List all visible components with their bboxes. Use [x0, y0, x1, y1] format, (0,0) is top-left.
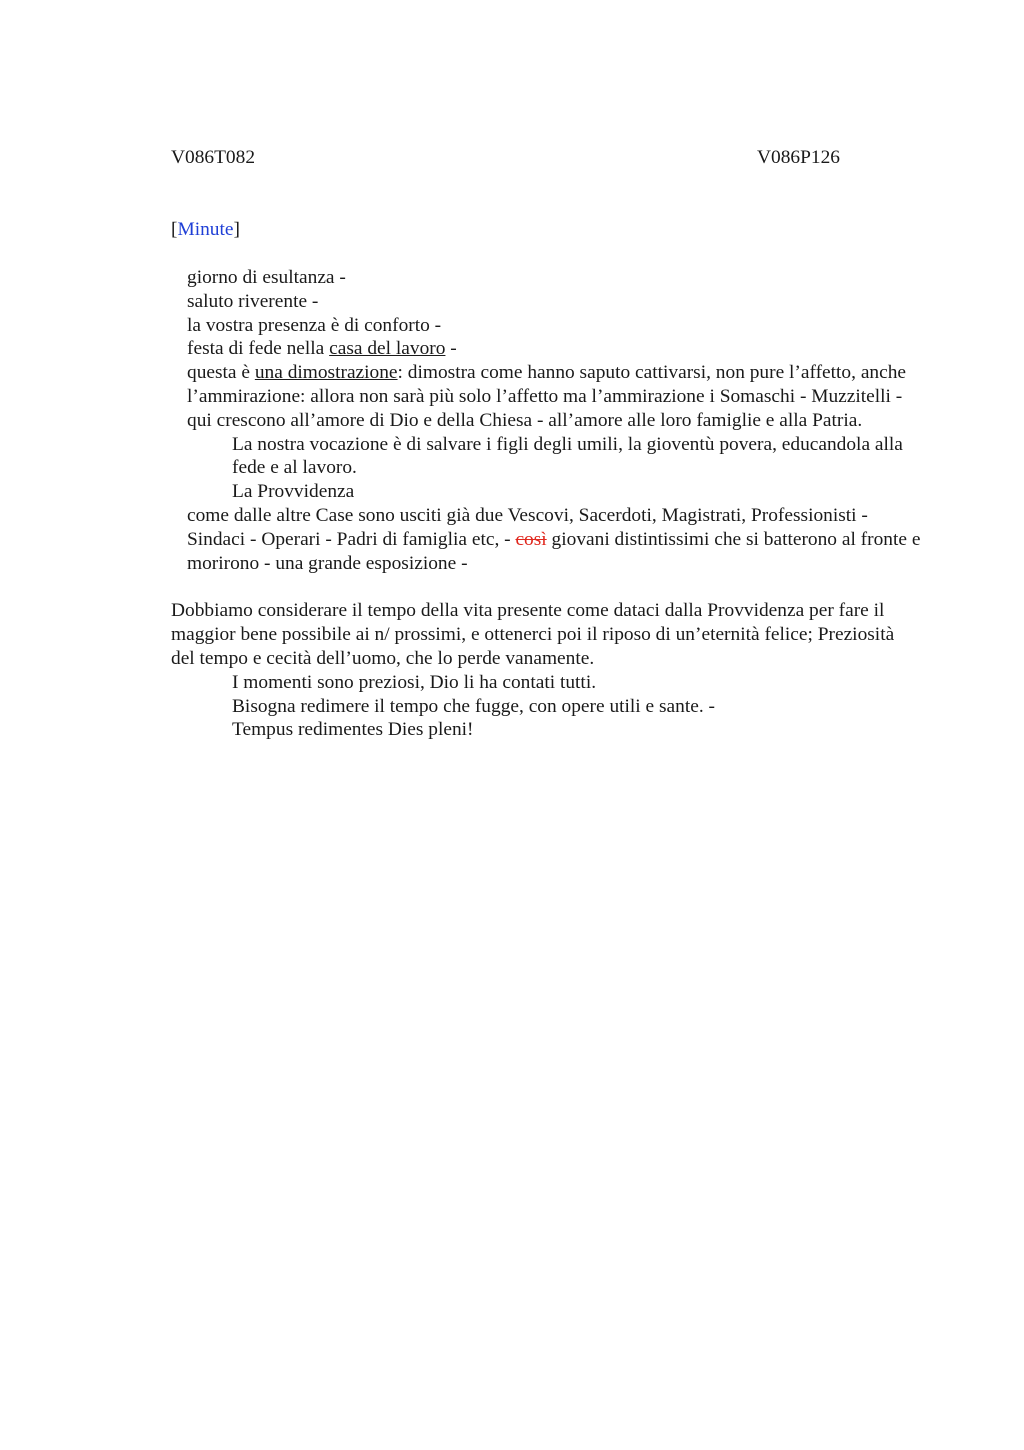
- line-festa-end: -: [445, 338, 457, 360]
- deleted-word-cosi: così: [515, 528, 547, 550]
- line-momenti: I momenti sono preziosi, Dio li ha contati tutti.: [232, 671, 597, 693]
- paragraph-dimostrazione-start: questa è: [187, 362, 255, 384]
- document-code-right: V086P126: [757, 147, 840, 168]
- close-bracket: ]: [233, 219, 240, 240]
- line-esultanza: giorno di esultanza -: [187, 267, 346, 288]
- paragraph-gap: [171, 575, 921, 599]
- line-provvidenza: La Provvidenza: [232, 481, 355, 503]
- paragraph-case-rest: giovani distintissimi che si batterono al fronte e morirono - una grande esposizione -: [187, 528, 921, 574]
- underlined-casa-del-lavoro: casa del lavoro: [329, 338, 446, 360]
- open-bracket: [: [171, 219, 178, 240]
- paragraph-tempo: Dobbiamo considerare il tempo della vita presente come dataci dalla Provvidenza per fare il maggior bene possibile ai n/ prossimi, e ottenerci poi il riposo di un’eternità felice; Preziosità del tempo e cecità dell’uomo, che lo perde vanamente.: [171, 600, 895, 669]
- line-presenza: la vostra presenza è di conforto -: [187, 314, 442, 336]
- paragraph-case-start: come dalle altre Case sono usciti già due Vescovi, Sacerdoti, Magistrati, Professionisti - Sindaci - Operari - Padri di famiglia etc, -: [187, 504, 868, 550]
- paragraph-case: [171, 504, 921, 575]
- section-label: [171, 218, 240, 242]
- line-festa-text: festa di fede nella: [187, 338, 330, 360]
- line-redimere: Bisogna redimere il tempo che fugge, con opere utili e sante. -: [232, 695, 715, 717]
- document-code-left: V086T082: [171, 147, 256, 168]
- line-saluto: saluto riverente -: [187, 290, 319, 312]
- paragraph-dimostrazione: [171, 361, 921, 432]
- document-body: [171, 266, 921, 742]
- line-festa: [171, 337, 921, 361]
- paragraph-dimostrazione-rest: : dimostra come hanno saputo cattivarsi, non pure l’affetto, anche l’ammirazione: allora non sarà più solo l’affetto ma l’ammirazione i Somaschi - Muzzitelli - qui crescono all’amore di Dio e della Chiesa - all’amore alle loro famiglie e alla Patria.: [187, 362, 907, 431]
- paragraph-vocazione: La nostra vocazione è di salvare i figli degli umili, la gioventù povera, educandola alla fede e al lavoro.: [232, 433, 903, 479]
- minute-label: Minute: [177, 219, 234, 240]
- underlined-una-dimostrazione: una dimostrazione: [254, 362, 398, 384]
- line-tempus: Tempus redimentes Dies pleni!: [232, 719, 474, 741]
